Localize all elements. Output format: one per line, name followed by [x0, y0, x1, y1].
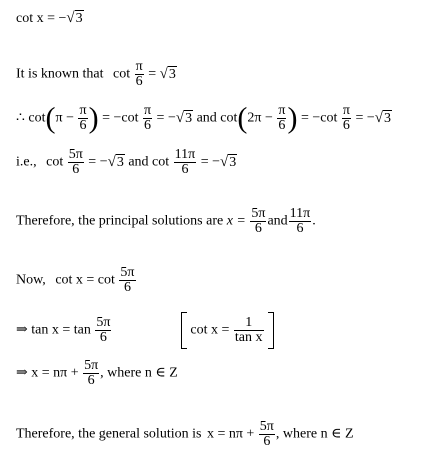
right-paren: ) — [88, 101, 99, 135]
left-paren: ( — [237, 101, 248, 135]
line-general-solution: Therefore, the general solution is x = nπ + $\frac{5\pi}{6}$ , where n ∈ Z — [16, 419, 354, 449]
fraction-2: $\frac{\pi}{6}$ — [143, 103, 152, 133]
line-known-value — [16, 60, 177, 89]
line-therefore: ∴ cot(π − $\frac{\pi}{6}$ ) = −cot $\frac{\pi}{6}$ = −√3 and cot(2π − $\frac{\pi}{6}$ ) = −cot $\frac{\pi}{6}$ = −√3 — [16, 101, 391, 135]
sqrt-3: √3 — [175, 109, 193, 126]
expr-lhs: cot x = − — [16, 11, 67, 26]
sqrt-3: √3 — [107, 153, 124, 170]
fraction-pi-over-6: $\frac{\pi}{6}$ — [135, 59, 143, 89]
equals: = — [148, 66, 157, 82]
left-paren: ( — [45, 101, 56, 135]
sqrt-3: √3 — [159, 65, 176, 82]
line-now: Now, cot x = cot $\frac{5\pi}{6}$ — [16, 265, 135, 295]
line-cot-x-equals — [16, 11, 84, 26]
radical-sign-icon: √ — [107, 153, 116, 170]
right-paren: ) — [287, 101, 298, 135]
fraction-5pi-over-6: $\frac{5\pi}{6}$ — [259, 419, 274, 449]
sqrt-3: √3 — [220, 153, 237, 170]
radical-sign-icon: √ — [66, 10, 75, 26]
line-x-equals: ⇒ x = nπ + $\frac{5\pi}{6}$ , where n ∈ Z — [16, 358, 178, 388]
fraction-5pi-over-6: $\frac{5\pi}{6}$ — [120, 265, 135, 295]
radical-sign-icon: √ — [220, 153, 229, 170]
line-tan: ⇒ tan x = tan $\frac{5\pi}{6}$ cot x = $\frac{1}{\text{tan x}}$ — [16, 312, 274, 349]
radical-sign-icon: √ — [159, 65, 168, 82]
fraction-11pi-over-6: $\frac{11\pi}{6}$ — [289, 206, 311, 236]
fraction-5pi-over-6: $\frac{5\pi}{6}$ — [84, 358, 99, 388]
sqrt-3: √3 — [374, 109, 391, 126]
fraction-11pi-over-6: $\frac{11\pi}{6}$ — [174, 147, 196, 177]
fraction-5pi-over-6: $\frac{5\pi}{6}$ — [68, 147, 83, 177]
fraction-5pi-over-6: $\frac{5\pi}{6}$ — [96, 315, 111, 345]
fraction-4: $\frac{\pi}{6}$ — [342, 103, 350, 133]
radical-sign-icon: √ — [175, 109, 185, 126]
fraction-1-over-tan-x: $\frac{1}{\text{tan x}}$ — [234, 315, 263, 345]
identity-bracket: cot x = $\frac{1}{\text{tan x}}$ — [181, 312, 273, 349]
radical-sign-icon: √ — [374, 109, 383, 126]
fraction-1: $\frac{\pi}{6}$ — [79, 103, 87, 133]
cot-label: cot — [113, 66, 131, 82]
fraction-5pi-over-6: $\frac{5\pi}{6}$ — [251, 206, 266, 236]
fraction-3: $\frac{\pi}{6}$ — [278, 103, 286, 133]
line-principal-solutions: Therefore, the principal solutions are x = $\frac{5\pi}{6}$ and $\frac{11\pi}{6}$ . — [16, 206, 316, 236]
statement-text: It is known that — [16, 66, 104, 82]
therefore-cot: ∴ cot — [16, 110, 46, 126]
line-ie: i.e., cot $\frac{5\pi}{6}$ = −√3 and cot $\frac{11\pi}{6}$ = −√3 — [16, 147, 237, 177]
sqrt-3: √3 — [66, 10, 83, 26]
